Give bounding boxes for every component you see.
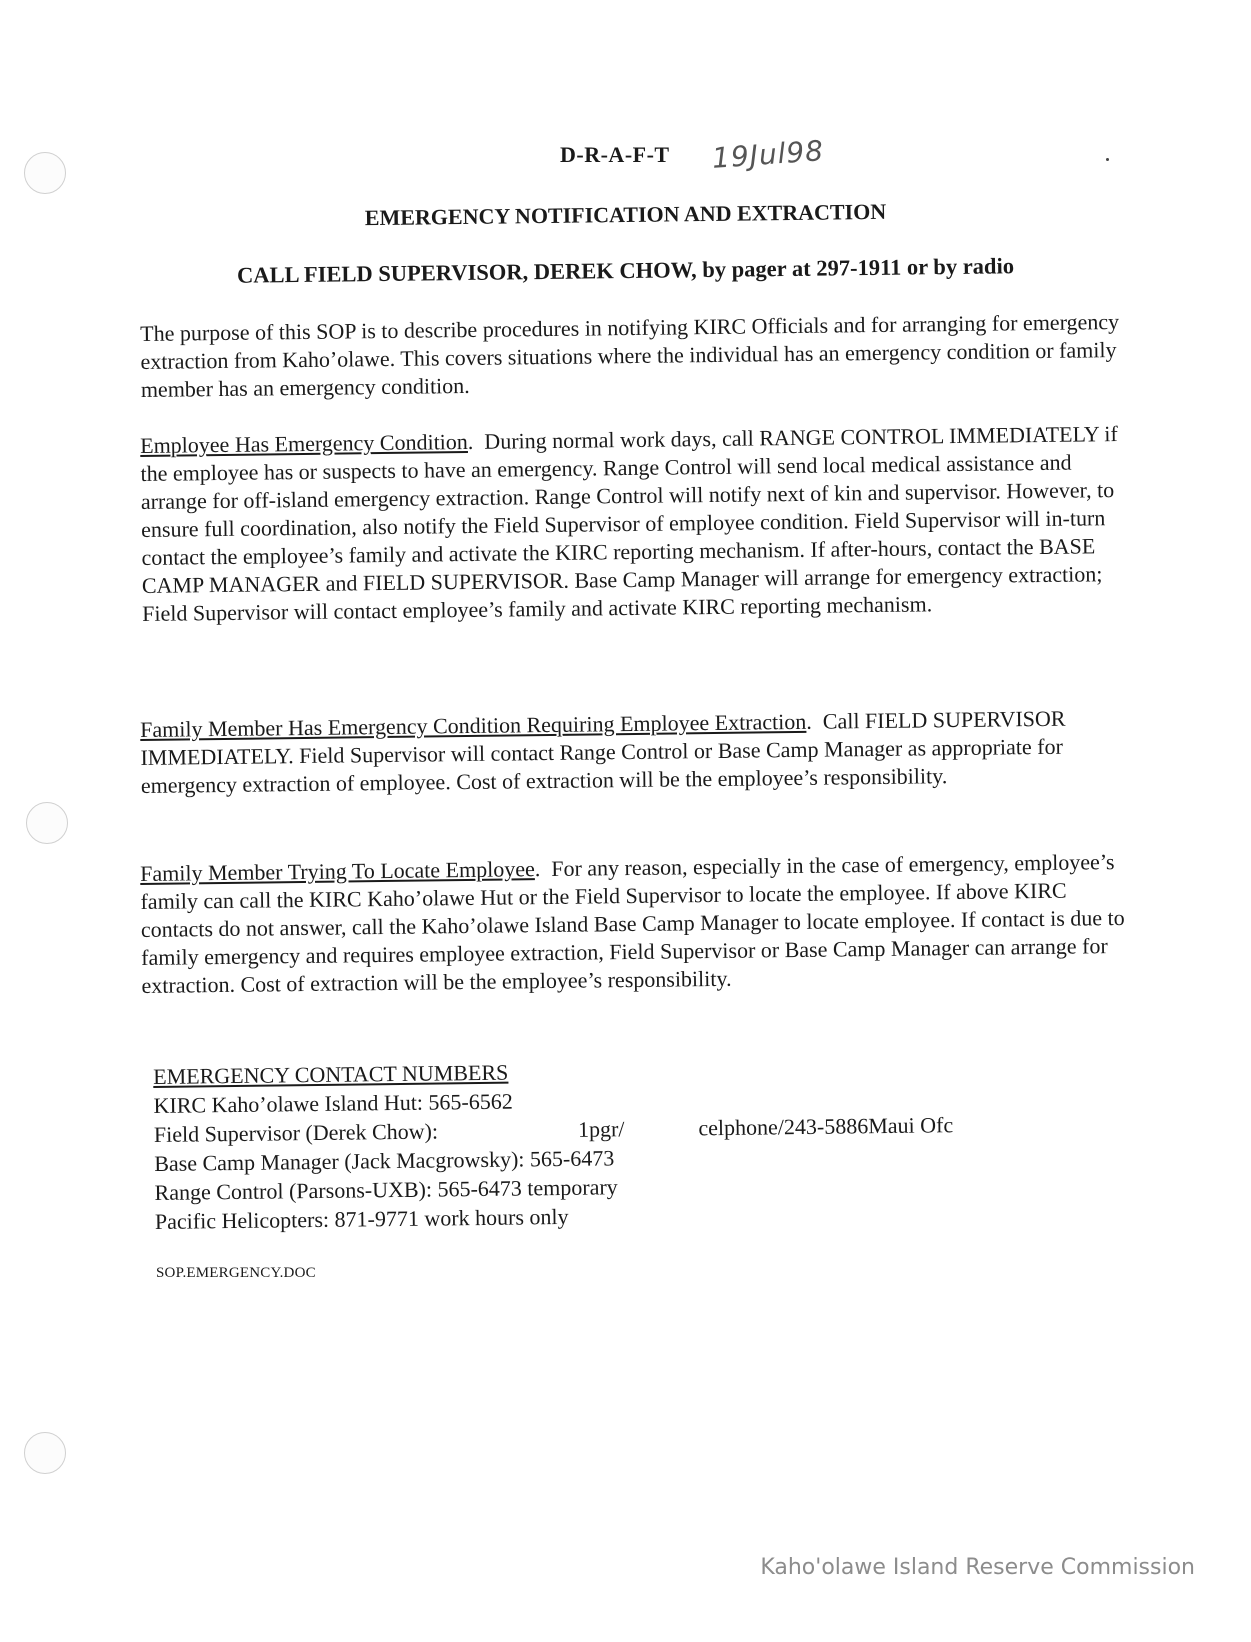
section-text: For any reason, especially in the case of emergency, employee’s family can call the KIRC Kaho’olawe Hut or the Field Supervisor to locate the employee. If above KIRC contacts do not answer, call the Kaho’olawe Island Base Camp Manager to locate employee. If contact is due to family emergency and requires employee extraction, Field Supervisor or Base Camp Manager can arrange for extraction. Cost of extraction will be the employee’s responsibility. xyxy=(140,849,1125,998)
section-family-emergency: Family Member Has Emergency Condition Requiring Employee Extraction. Call FIELD SUPERVISOR IMMEDIATELY. Field Supervisor will contact Range Control or Base Camp Manager as appropriate for emergency extraction of employee. Cost of extraction will be the employee’s responsibility. xyxy=(140,705,1066,798)
document-subtitle: CALL FIELD SUPERVISOR, DEREK CHOW, by pager at 297-1911 or by radio xyxy=(236,253,1015,288)
intro-paragraph: The purpose of this SOP is to describe procedures in notifying KIRC Officials and for arranging for emergency extraction from Kaho’olawe. This covers situations where the individual has an emergency condition or family member has an emergency condition. xyxy=(140,309,1120,402)
redacted-area xyxy=(438,1137,578,1139)
contact-line: Range Control (Parsons-UXB): 565-6473 temporary xyxy=(154,1174,618,1205)
section-heading: Family Member Has Emergency Condition Requiring Employee Extraction xyxy=(140,708,807,742)
handwritten-date: 19Jul98 xyxy=(710,134,825,175)
punch-hole-bottom xyxy=(24,1432,66,1474)
watermark: Kaho'olawe Island Reserve Commission xyxy=(760,1555,1195,1580)
redacted-area xyxy=(625,1135,699,1136)
section-text: Call FIELD SUPERVISOR IMMEDIATELY. Field Supervisor will contact Range Control or Base Camp Manager as appropriate for emergency extraction of employee. Cost of extraction will be the employee’s responsibility. xyxy=(140,705,1066,798)
speck xyxy=(1106,158,1109,161)
draft-label: D-R-A-F-T xyxy=(560,141,670,167)
document-title: EMERGENCY NOTIFICATION AND EXTRACTION xyxy=(364,198,887,231)
contact-line: Pacific Helicopters: 871-9771 work hours only xyxy=(154,1203,569,1234)
contact-numbers xyxy=(153,1052,954,1236)
section-text: During normal work days, call RANGE CONTROL IMMEDIATELY if the employee has or suspects to have an emergency. Range Control will send local medical assistance and arrange for off-island emergency extraction. Range Control will notify next of kin and supervisor. However, to ensure full coordination, also notify the Field Supervisor of employee condition. Field Supervisor will in-turn contact the employee’s family and activate the KIRC reporting mechanism. If after-hours, contact the BASE CAMP MANAGER and FIELD SUPERVISOR. Base Camp Manager will arrange for emergency extraction; Field Supervisor will contact employee’s family and activate KIRC reporting mechanism. xyxy=(140,421,1118,626)
punch-hole-top xyxy=(24,152,66,194)
contact-line: KIRC Kaho’olawe Island Hut: 565-6562 xyxy=(153,1088,513,1118)
section-locate-employee: Family Member Trying To Locate Employee. For any reason, especially in the case of emergency, employee’s family can call the KIRC Kaho’olawe Hut or the Field Supervisor to locate the employee. If above KIRC contacts do not answer, call the Kaho’olawe Island Base Camp Manager to locate employee. If contact is due to family emergency and requires employee extraction, Field Supervisor or Base Camp Manager can arrange for extraction. Cost of extraction will be the employee’s responsibility. xyxy=(140,849,1125,998)
contact-line: Base Camp Manager (Jack Macgrowsky): 565-6473 xyxy=(154,1145,615,1176)
contact-numbers-rest: celphone/243-5886Maui Ofc xyxy=(698,1112,954,1141)
contacts-heading: EMERGENCY CONTACT NUMBERS xyxy=(153,1059,509,1089)
section-employee-emergency: Employee Has Emergency Condition. During normal work days, call RANGE CONTROL IMMEDIATELY if the employee has or suspects to have an emergency. Range Control will send local medical assistance and arrange for off-island emergency extraction. Range Control will notify next of kin and supervisor. However, to ensure full coordination, also notify the Field Supervisor of employee condition. Field Supervisor will in-turn contact the employee’s family and activate the KIRC reporting mechanism. If after-hours, contact the BASE CAMP MANAGER and FIELD SUPERVISOR. Base Camp Manager will arrange for emergency extraction; Field Supervisor will contact employee’s family and activate KIRC reporting mechanism. xyxy=(140,421,1118,626)
section-heading: Family Member Trying To Locate Employee xyxy=(140,856,535,886)
document-filename: SOP.EMERGENCY.DOC xyxy=(156,1265,316,1281)
contact-label: Field Supervisor (Derek Chow): xyxy=(153,1118,439,1147)
draft-header xyxy=(560,134,825,175)
section-heading: Employee Has Emergency Condition xyxy=(140,428,468,458)
punch-hole-middle xyxy=(26,802,68,844)
contact-pager: 1pgr/ xyxy=(577,1116,625,1142)
